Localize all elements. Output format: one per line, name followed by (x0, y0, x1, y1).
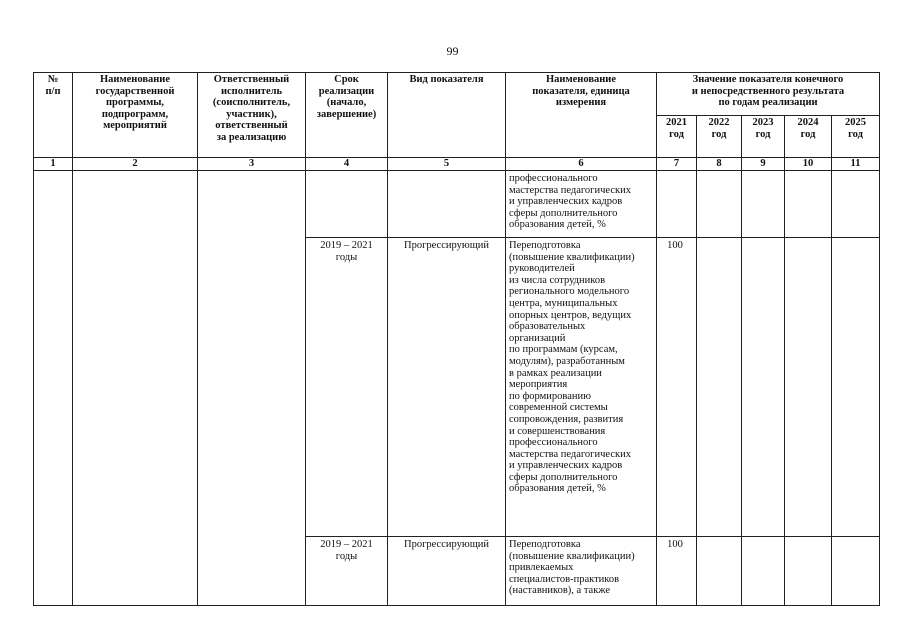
header-year-2024: 2024 год (797, 117, 819, 140)
colnum-3: 3 (248, 158, 255, 169)
row-2-indicator-name: Переподготовка (повышение квалификации) руководителей из числа сотрудников регионального модельного центра, муниципальных опорных центров, ведущих образовательных организаций по программам (курсам, модулям), разработанным в рамках реализации мероприятия по формированию современной системы сопровождения, развития и совершенствования профессионального мастерства педагогических и управленческих кадров сферы дополнительного образования детей, % (509, 240, 635, 495)
header-col-program: Наименование государственной программы, подпрограмм, мероприятий (95, 74, 175, 132)
row-3-period: 2019 – 2021 годы (320, 539, 373, 562)
header-col-number: № п/п (45, 74, 61, 97)
colnum-11: 11 (850, 158, 861, 169)
colnum-10: 10 (802, 158, 814, 169)
header-year-2021: 2021 год (666, 117, 687, 140)
row-2-period: 2019 – 2021 годы (320, 240, 373, 263)
colnum-1: 1 (50, 158, 56, 169)
colnum-4: 4 (343, 158, 350, 169)
colnum-5: 5 (443, 158, 450, 169)
header-col-indicator-name: Наименование показателя, единица измерения (532, 74, 630, 109)
colnum-8: 8 (716, 158, 722, 169)
colnum-6: 6 (578, 158, 584, 169)
colnum-2: 2 (132, 158, 138, 169)
header-year-2025: 2025 год (845, 117, 866, 140)
row-2-indicator-type: Прогрессирующий (403, 240, 490, 251)
colnum-9: 9 (760, 158, 766, 169)
colnum-7: 7 (673, 158, 680, 169)
page-number: 99 (446, 44, 459, 58)
row-3-indicator-type: Прогрессирующий (403, 539, 490, 550)
row-3-indicator-name: Переподготовка (повышение квалификации) привлекаемых специалистов-практиков (наставников), а также (509, 539, 635, 597)
header-year-2023: 2023 год (752, 117, 774, 140)
header-year-2022: 2022 год (708, 117, 730, 140)
row-2-value-2021: 100 (667, 240, 683, 251)
header-col-indicator-type: Вид показателя (409, 74, 484, 85)
row-1-indicator-name: профессионального мастерства педагогических и управленческих кадров сферы дополнительного образования детей, % (509, 173, 631, 231)
row-3-value-2021: 100 (667, 539, 683, 550)
header-col-responsible: Ответственный исполнитель (соисполнитель, участник), ответственный за реализацию (212, 74, 291, 143)
header-col-period: Срок реализации (начало, завершение) (316, 74, 377, 120)
header-col-values-group: Значение показателя конечного и непосредственного результата по годам реализации (691, 74, 845, 109)
